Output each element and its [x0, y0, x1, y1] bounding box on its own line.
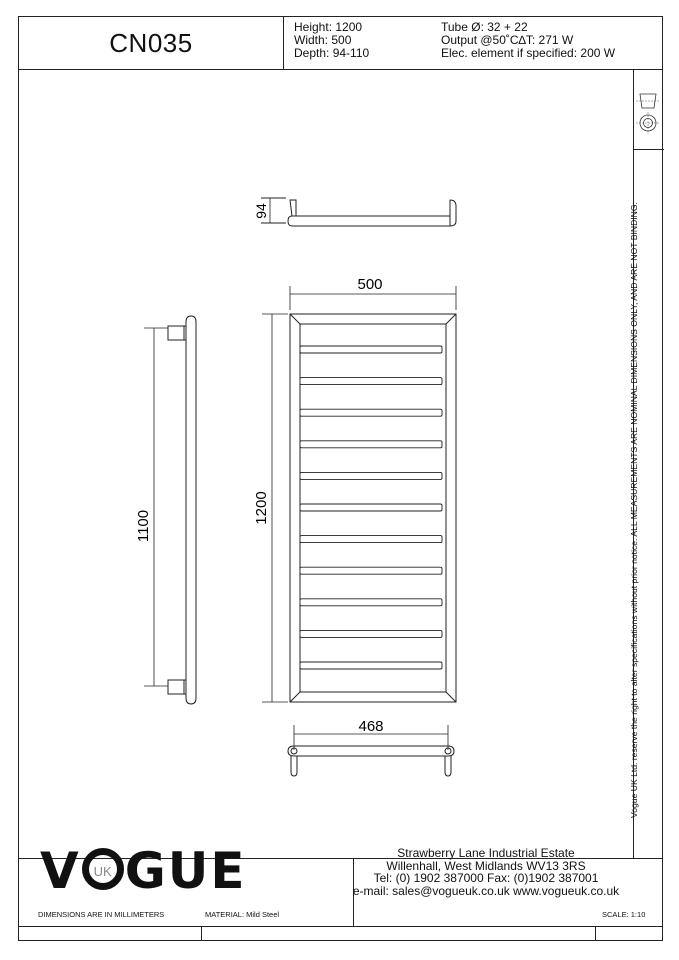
width-dimension-label: 500	[357, 276, 383, 293]
side-height-dimension-label: 1100	[135, 509, 152, 543]
address-web: e-mail: sales@vogueuk.co.uk www.vogueuk.co.uk	[352, 883, 620, 898]
bottom-view	[288, 746, 454, 776]
height-dimension-label: 1200	[253, 491, 270, 525]
top-view	[261, 198, 456, 226]
towel-rail	[300, 472, 442, 479]
model-title: CN035	[19, 17, 284, 69]
spec-width: Width: 500	[294, 33, 352, 47]
depth-dimension-label: 94	[253, 203, 269, 219]
spec-height: Height: 1200	[294, 20, 363, 34]
address-line-2: Willenhall, West Midlands WV13 3RS	[386, 858, 586, 873]
towel-rail	[300, 630, 442, 637]
address-line-1: Strawberry Lane Industrial Estate	[397, 846, 575, 860]
material-note: MATERIAL: Mild Steel	[205, 910, 280, 919]
spec-tube: Tube Ø: 32 + 22	[441, 20, 528, 34]
towel-rail	[300, 536, 442, 543]
rail-group	[300, 346, 442, 669]
logo-letter-v: V	[40, 842, 81, 900]
towel-rail	[300, 378, 442, 385]
company-address	[336, 847, 636, 897]
towel-rail	[300, 409, 442, 416]
units-note: DIMENSIONS ARE IN MILLIMETERS	[38, 910, 165, 919]
disclaimer-text: Vogue UK Ltd. reserve the right to alter specifications without prior notice. ALL MEASUREMENTS ARE NOMINAL DIMENSIONS ONLY, AND ARE NOT BINDING.	[629, 202, 639, 818]
centers-dimension-label: 468	[358, 718, 384, 735]
towel-rail	[300, 567, 442, 574]
scale-note: SCALE: 1:10	[602, 910, 646, 919]
towel-rail	[300, 599, 442, 606]
spec-depth: Depth: 94-110	[294, 46, 370, 60]
logo-uk-text: UK	[93, 864, 112, 879]
address-phone: Tel: (0) 1902 387000 Fax: (0)1902 387001	[373, 871, 599, 885]
spec-output: Output @50˚C∆T: 271 W	[441, 33, 574, 47]
spec-element: Elec. element if specified: 200 W	[441, 46, 616, 60]
towel-rail	[300, 504, 442, 511]
towel-rail	[300, 662, 442, 669]
logo-uk-circle-icon	[82, 848, 124, 890]
side-view	[168, 316, 196, 704]
logo-letters-gue: GUE	[124, 842, 247, 900]
vogue-logo	[40, 842, 247, 900]
towel-rail	[300, 441, 442, 448]
towel-rail	[300, 346, 442, 353]
